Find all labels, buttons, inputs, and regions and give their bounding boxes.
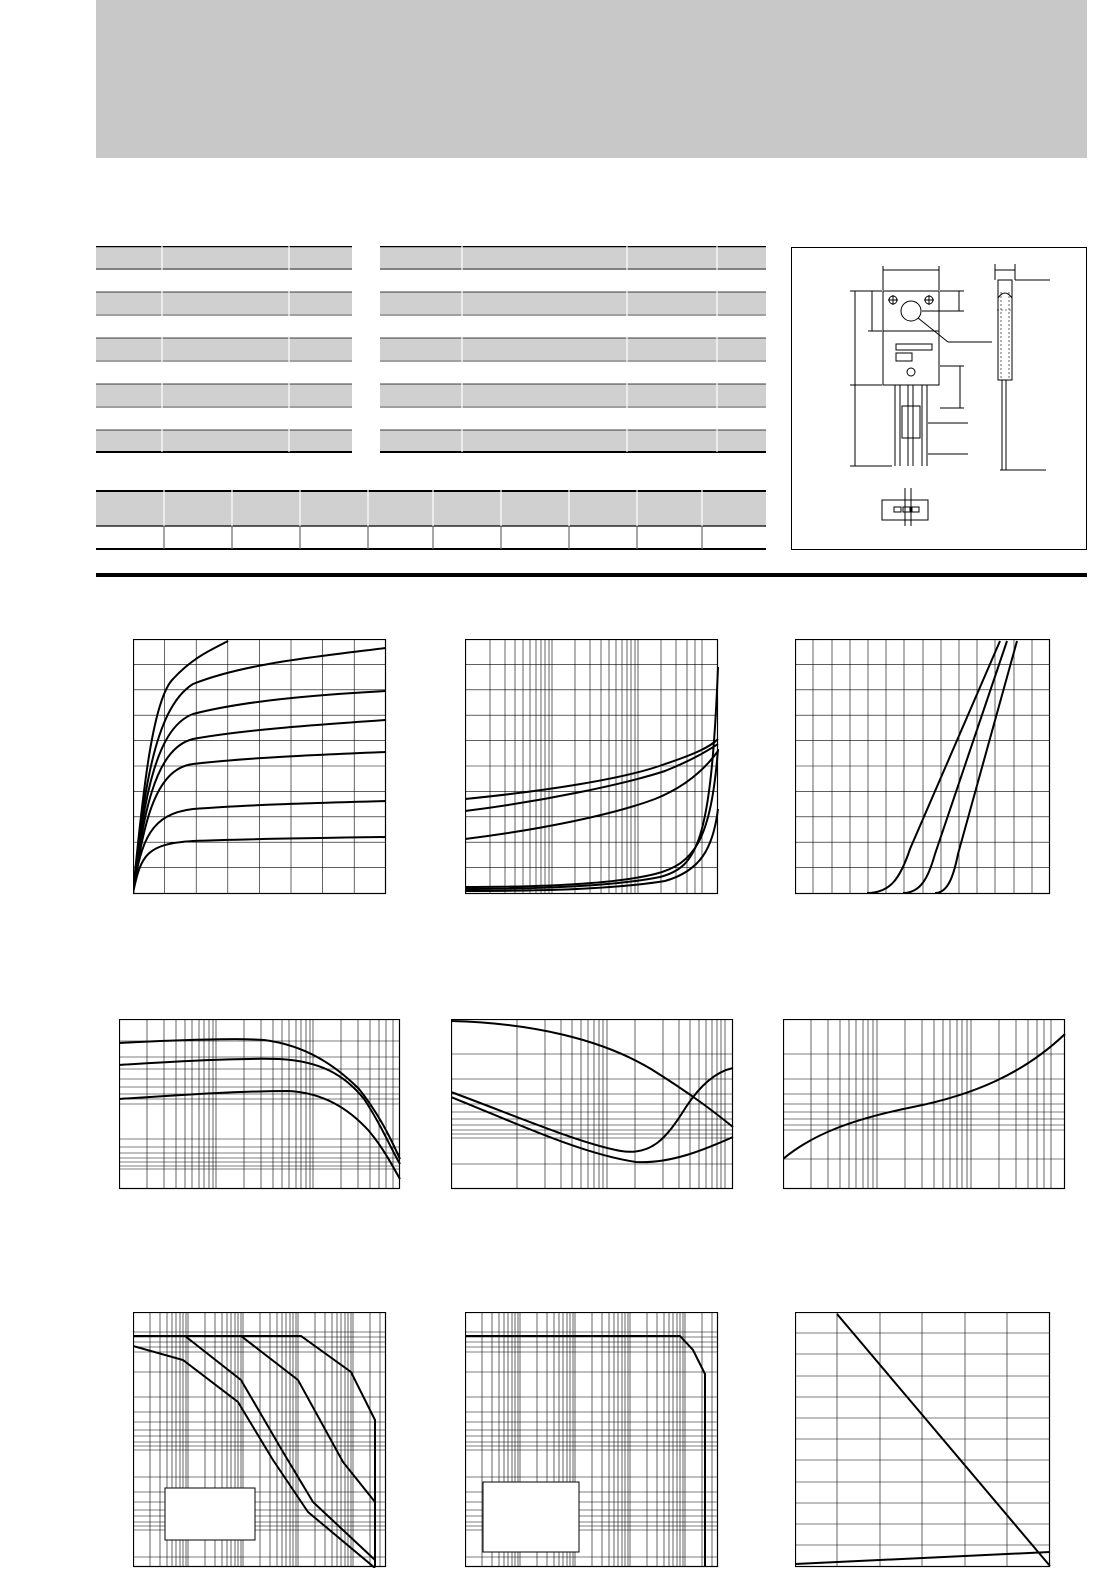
- chart-5: [451, 1019, 734, 1190]
- electrical-characteristics-table: [380, 246, 766, 454]
- chart-3: [795, 639, 1051, 895]
- chart-1: [133, 639, 387, 895]
- chart-2: [465, 639, 719, 895]
- chart-8-legend-box: [483, 1482, 579, 1552]
- hfe-rank-table: [96, 490, 766, 552]
- package-outline-drawing: [792, 248, 1086, 549]
- chart-8: [465, 1312, 719, 1568]
- header-band: [96, 0, 1087, 158]
- chart-7-legend-box: [165, 1488, 255, 1540]
- chart-4: [119, 1019, 401, 1190]
- chart-9: [795, 1312, 1051, 1568]
- package-outline-box: [791, 247, 1087, 550]
- chart-7: [133, 1312, 387, 1568]
- section-separator: [96, 573, 1087, 577]
- abs-max-ratings-table: [96, 246, 352, 454]
- chart-6: [783, 1019, 1066, 1190]
